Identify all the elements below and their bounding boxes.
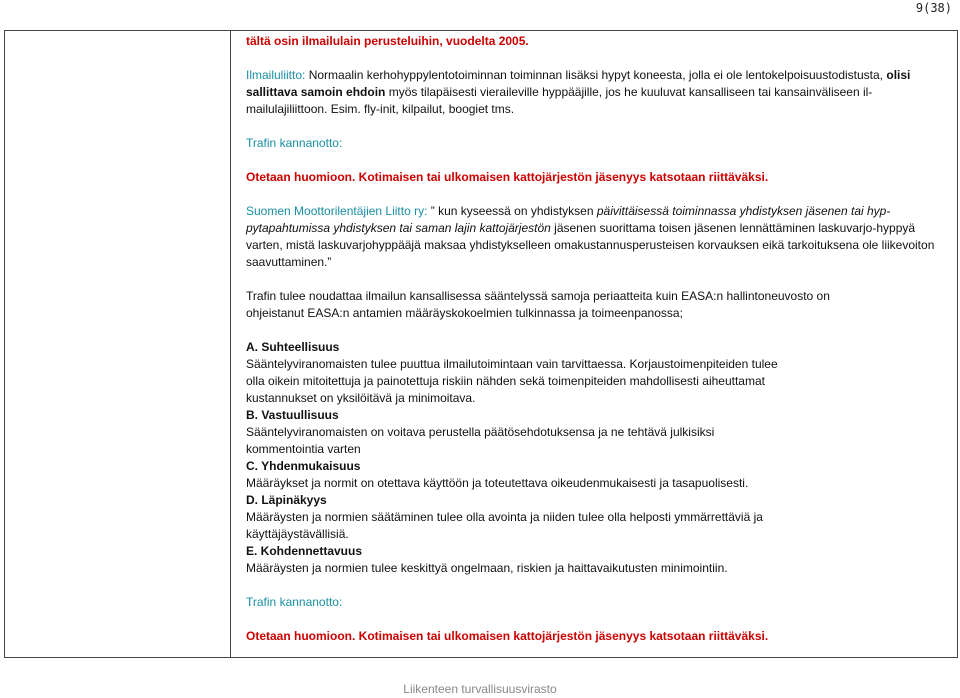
spacer [246,152,950,169]
principle-heading: D. Läpinäkyys [246,493,327,507]
principle-heading: E. Kohdennettavuus [246,544,363,558]
principle-text: Sääntelyviranomaisten tulee puuttua ilmailutoimintaan vain tarvittaessa. Korjaustoimenpiteiden tulee olla oikein mitoitettuja ja painotettuja riskiin nähden sekä toimenpiteiden mahdollisesti aiheuttamat kustannukset on yksilöitävä ja minimoitava. [246,357,778,405]
principle-text: Sääntelyviranomaisten on voitava perustella päätösehdotuksensa ja ne tehtävä julkisiksi kommentointia varten [246,425,715,456]
principle-heading: C. Yhdenmukaisuus [246,459,361,473]
smlr-comment [246,203,950,271]
principle-heading: B. Vastuullisuus [246,408,339,422]
principles-list [246,339,950,577]
spacer [246,118,950,135]
principle-text: Määräysten ja normien säätäminen tulee olla avointa ja niiden tulee olla helposti ymmärrettäviä ja käyttäjäystävällisiä. [246,510,763,541]
trafi-statement-2: Kotimaisen tai ulkomaisen kattojärjestön jäsenyys katsotaan riittäväksi. [355,629,769,643]
trafi-follows-text: Trafin tulee noudattaa ilmailun kansallisessa sääntelyssä samoja periaatteita kuin EASA:n hallintoneuvosto on ohjeistanut EASA:n antamien määräyskokoelmien tulkinnassa ja toimeenpanossa; [246,289,830,320]
spacer [246,611,950,628]
quote-rest: jäsenen suorittama toisen jäsenen lennättäminen laskuvarjo-hyppyä varten, mistä laskuvarjohyppääjä maksaa yhdistykselleen omakustannusperusteisen korvauksen eikä tarkoituksena ole liikevoiton saavuttaminen.” [246,221,935,269]
spacer [246,186,950,203]
table-column-divider [230,30,231,658]
trafi-statement [246,169,950,186]
comment-text-bold: olisi sallittava samoin ehdoin [246,68,911,99]
footer-organization: Liikenteen turvallisuusvirasto [403,682,557,696]
comment-text: Normaalin kerhohyppylentotoiminnan toiminnan lisäksi hypyt koneesta, jolla ei ole lentokelpoisuustodistusta, [305,68,887,82]
comment-content [246,33,950,645]
section-title: tältä osin ilmailulain perusteluihin, vuodelta 2005. [246,34,529,48]
trafi-statement-2: Kotimaisen tai ulkomaisen kattojärjestön jäsenyys katsotaan riittäväksi. [355,170,769,184]
spacer [246,577,950,594]
trafi-label: Trafin kannanotto: [246,136,343,150]
commenter-name: Suomen Moottorilentäjien Liitto ry: [246,204,428,218]
spacer [246,322,950,339]
trafi-statement [246,628,950,645]
trafi-statement-1: Otetaan huomioon. [246,170,356,184]
principle-text: Määräykset ja normit on otettava käyttöön ja toteutettava oikeudenmukaisesti ja tasapuolisesti. [246,476,749,490]
quote-open: ” kun kyseessä on yhdistyksen [427,204,597,218]
trafi-statement-1: Otetaan huomioon. [246,629,356,643]
ilmailuliitto-comment [246,67,950,118]
comment-text: myös tilapäisesti vieraileville hyppääjille, jos he kuuluvat kansalliseen tai kansainväliseen il-mailulajiliittoon. Esim. fly-init, kilpailut, boogiet tms. [246,85,873,116]
spacer [246,271,950,288]
principle-heading: A. Suhteellisuus [246,340,340,354]
principle-text: Määräysten ja normien tulee keskittyä ongelmaan, riskien ja haittavaikutusten minimointiin. [246,561,728,575]
page-number: 9(38) [915,1,952,15]
quote-italic: päivittäisessä toiminnassa yhdistyksen jäsenen tai hyp-pytapahtumissa yhdistyksen tai saman lajin kattojärjestön [246,204,891,235]
trafi-label: Trafin kannanotto: [246,595,343,609]
spacer [246,50,950,67]
commenter-name: Ilmailuliitto: [246,68,306,82]
